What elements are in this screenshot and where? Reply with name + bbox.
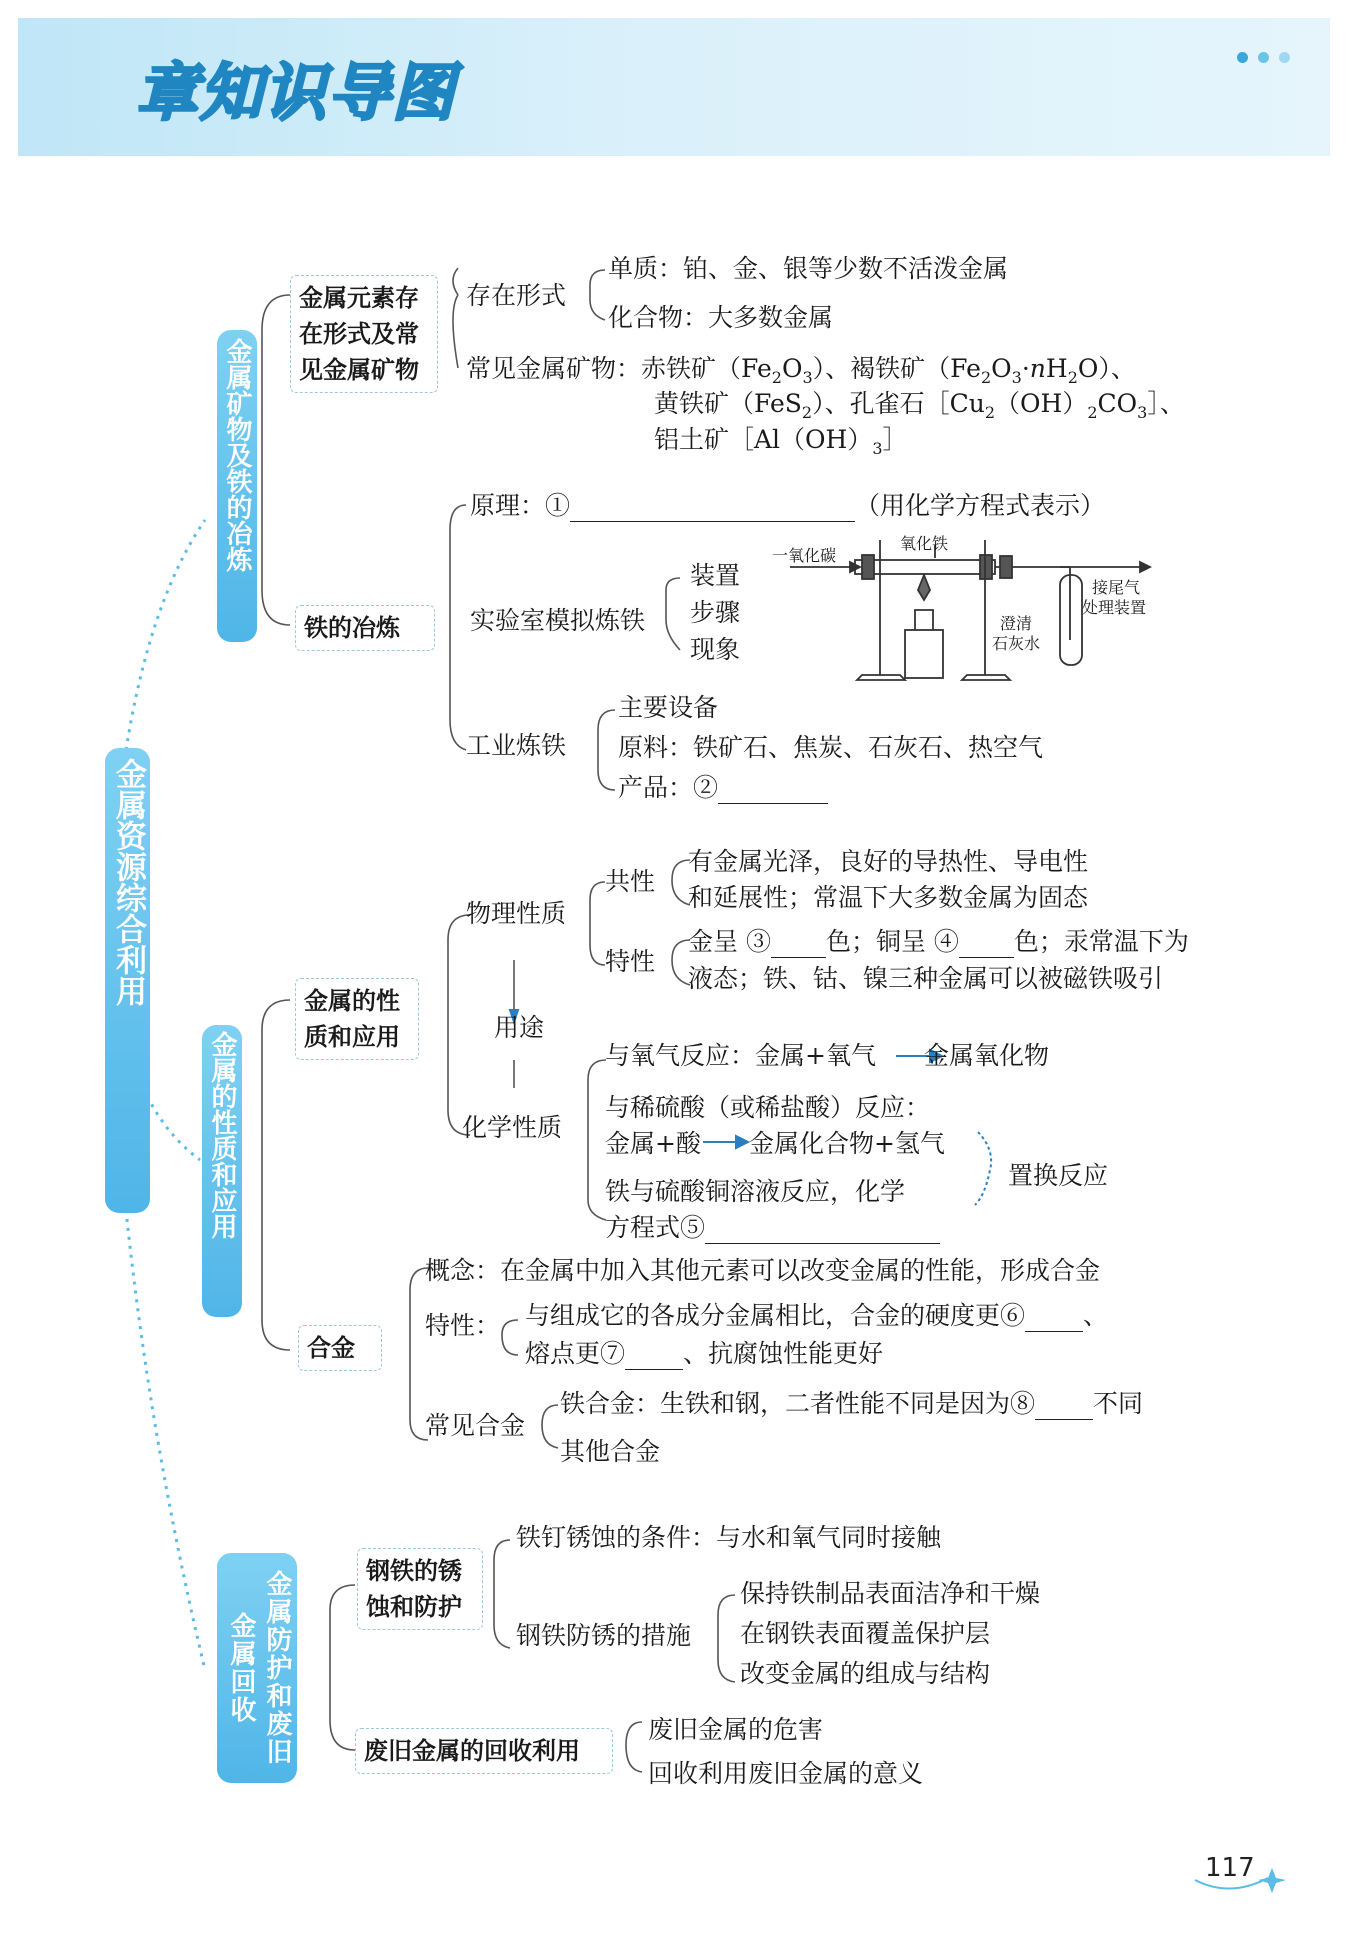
label-co: 一氧化碳 xyxy=(772,546,837,565)
special-label: 特性 xyxy=(605,947,656,976)
acid-line-1: 与稀硫酸（或稀盐酸）反应： xyxy=(605,1093,931,1122)
alloy-feature-2: 熔点更⑦ 、抗腐蚀性能更好 xyxy=(525,1339,884,1368)
blank-8 xyxy=(1035,1395,1093,1420)
blank-2 xyxy=(718,779,828,804)
alloy-feature-1: 与组成它的各成分金属相比，合金的硬度更⑥ 、 xyxy=(525,1301,1109,1330)
common-label: 共性 xyxy=(605,867,656,896)
page-number: 117 xyxy=(1205,1853,1255,1883)
use-label: 用途 xyxy=(494,1013,545,1042)
box-properties: 金属的性 质和应用 xyxy=(295,978,419,1060)
industry-product: 产品：② xyxy=(618,772,828,804)
measure-2: 在钢铁表面覆盖保护层 xyxy=(740,1619,991,1648)
alloy-feature-label: 特性： xyxy=(425,1311,501,1340)
box-alloy: 合金 xyxy=(298,1325,382,1371)
recycle-harm: 废旧金属的危害 xyxy=(648,1715,824,1744)
alloy-concept: 概念：在金属中加入其他元素可以改变金属的性能，形成合金 xyxy=(425,1256,1101,1285)
alloy-common-label: 常见合金 xyxy=(425,1411,526,1440)
iron-alloy: 铁合金：生铁和钢，二者性能不同是因为⑧ 不同 xyxy=(560,1389,1144,1418)
iron-principle: 原理：① （用化学方程式表示） xyxy=(470,491,1106,520)
blank-6 xyxy=(1025,1307,1083,1332)
lab-item-phenomena: 现象 xyxy=(690,635,741,664)
common-line-1: 有金属光泽，良好的导热性、导电性 xyxy=(688,847,1089,876)
industry-materials: 原料：铁矿石、焦炭、石灰石、热空气 xyxy=(618,733,1044,762)
special-line-1: 金呈 ③ 色；铜呈 ④ 色；汞常温下为 xyxy=(688,927,1189,956)
existence-simple: 单质：铂、金、银等少数不活泼金属 xyxy=(608,254,1009,283)
blank-5 xyxy=(705,1219,940,1244)
lab-label: 实验室模拟炼铁 xyxy=(470,606,646,635)
other-alloy: 其他合金 xyxy=(560,1437,661,1466)
root-bar: 金属资源综合利用 xyxy=(105,748,150,1213)
label-fe2o3: 氧化铁 xyxy=(900,534,949,553)
ores-line-2: 黄铁矿（FeS$_2$）、孔雀石$[Cu_2(OH)_2CO_3]$、 xyxy=(654,389,1185,422)
common-line-2: 和延展性；常温下大多数金属为固态 xyxy=(688,883,1089,912)
box-existence: 金属元素存 在形式及常 见金属矿物 xyxy=(290,275,438,393)
lab-item-device: 装置 xyxy=(690,561,741,590)
blank-4 xyxy=(959,933,1014,958)
ores-line-1: 常见金属矿物：赤铁矿$(Fe_2O_3)$、褐铁矿$(Fe_2O_3\cdot nH_2O)$、 xyxy=(466,354,1136,387)
box-recycle: 废旧金属的回收利用 xyxy=(355,1728,613,1774)
box-iron-smelting: 铁的冶炼 xyxy=(295,605,435,651)
existence-form-label: 存在形式 xyxy=(466,281,567,310)
rust-condition: 铁钉锈蚀的条件：与水和氧气同时接触 xyxy=(516,1523,942,1552)
chemical-label: 化学性质 xyxy=(462,1113,563,1142)
label-lime-1: 澄清 xyxy=(1000,614,1033,633)
label-tail-1: 接尾气 xyxy=(1092,578,1141,597)
section-protection-bar: 金属防护和废旧金属回收 xyxy=(217,1553,297,1783)
industry-equipment: 主要设备 xyxy=(618,693,719,722)
label-lime-2: 石灰水 xyxy=(992,634,1041,653)
physical-label: 物理性质 xyxy=(466,899,567,928)
blank-1 xyxy=(570,497,855,522)
section-minerals-bar: 金属矿物及铁的冶炼 xyxy=(217,330,257,642)
lab-item-steps: 步骤 xyxy=(690,598,741,627)
section-properties-bar: 金属的性质和应用 xyxy=(202,1025,242,1317)
recycle-meaning: 回收利用废旧金属的意义 xyxy=(648,1759,924,1788)
blank-7 xyxy=(625,1345,683,1370)
blank-3 xyxy=(771,933,826,958)
box-rust: 钢铁的锈 蚀和防护 xyxy=(357,1548,483,1630)
label-tail-2: 处理装置 xyxy=(1082,598,1147,617)
ores-line-3: 铝土矿$[Al(OH)_3]$ xyxy=(654,425,908,458)
rust-measures-label: 钢铁防锈的措施 xyxy=(516,1621,692,1650)
existence-compound: 化合物：大多数金属 xyxy=(608,303,834,332)
industry-label: 工业炼铁 xyxy=(466,731,567,760)
copper-line-2: 方程式⑤ xyxy=(605,1212,940,1244)
measure-3: 改变金属的组成与结构 xyxy=(740,1659,991,1688)
oxygen-reaction: 与氧气反应：金属+氧气 金属氧化物 xyxy=(605,1041,1049,1070)
replacement-reaction: 置换反应 xyxy=(1008,1161,1109,1190)
copper-line-1: 铁与硫酸铜溶液反应，化学 xyxy=(605,1177,906,1206)
special-line-2: 液态；铁、钴、镍三种金属可以被磁铁吸引 xyxy=(688,964,1164,993)
acid-line-2: 金属+酸 金属化合物+氢气 xyxy=(605,1129,945,1158)
measure-1: 保持铁制品表面洁净和干燥 xyxy=(740,1579,1041,1608)
chapter-title: 章知识导图 xyxy=(136,56,457,129)
